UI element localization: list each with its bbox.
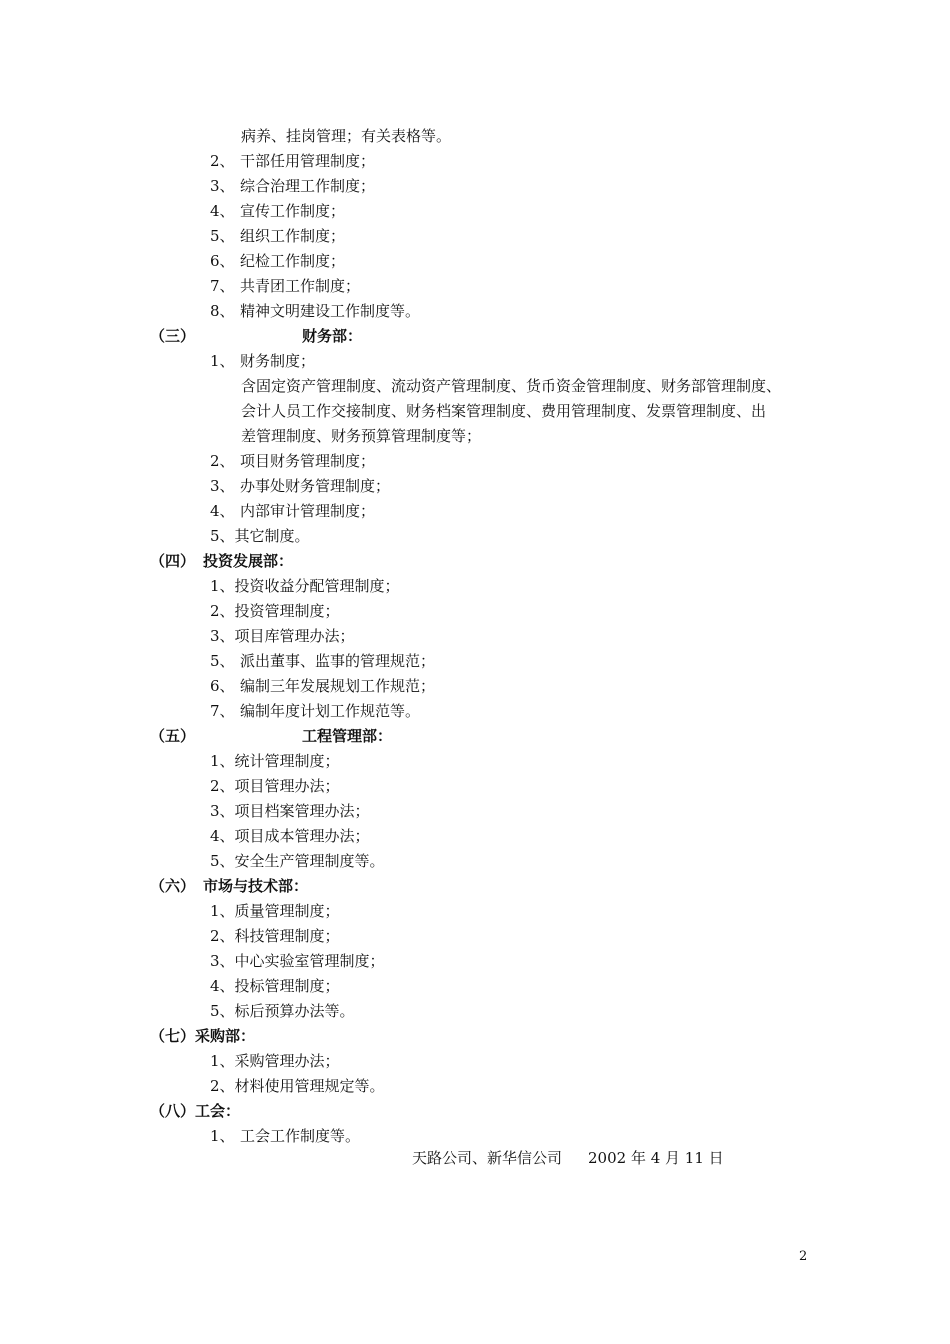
list-item: 5、其它制度。 — [210, 527, 310, 545]
list-item: 8、 精神文明建设工作制度等。 — [210, 302, 421, 320]
list-item: 2、 干部任用管理制度； — [210, 152, 376, 170]
list-item: 1、采购管理办法； — [210, 1052, 340, 1070]
section-heading-finance: （三） 财务部： — [150, 327, 363, 345]
list-item: 5、 派出董事、监事的管理规范； — [210, 652, 436, 670]
list-item: 1、质量管理制度； — [210, 902, 340, 920]
list-item: 4、 宣传工作制度； — [210, 202, 346, 220]
list-item: 3、 办事处财务管理制度； — [210, 477, 391, 495]
list-item: 2、材料使用管理规定等。 — [210, 1077, 385, 1095]
list-item: 6、 纪检工作制度； — [210, 252, 346, 270]
detail-line: 含固定资产管理制度、流动资产管理制度、货币资金管理制度、财务部管理制度、 — [241, 377, 782, 395]
list-item: 4、项目成本管理办法； — [210, 827, 370, 845]
list-item: 1、统计管理制度； — [210, 752, 340, 770]
list-item: 2、科技管理制度； — [210, 927, 340, 945]
list-item: 7、 编制年度计划工作规范等。 — [210, 702, 421, 720]
section-heading-union: （八）工会： — [150, 1102, 241, 1120]
section-heading-procurement: （七）采购部： — [150, 1027, 256, 1045]
signature-companies: 天路公司、新华信公司 — [412, 1149, 563, 1167]
list-item: 5、标后预算办法等。 — [210, 1002, 355, 1020]
list-item: 4、 内部审计管理制度； — [210, 502, 376, 520]
list-item: 2、投资管理制度； — [210, 602, 340, 620]
list-item: 1、 工会工作制度等。 — [210, 1127, 361, 1145]
list-item: 2、 项目财务管理制度； — [210, 452, 376, 470]
list-item: 3、中心实验室管理制度； — [210, 952, 385, 970]
list-item: 1、投资收益分配管理制度； — [210, 577, 400, 595]
list-item: 3、项目库管理办法； — [210, 627, 355, 645]
list-item: 6、 编制三年发展规划工作规范； — [210, 677, 436, 695]
list-item: 5、安全生产管理制度等。 — [210, 852, 385, 870]
detail-line: 差管理制度、财务预算管理制度等； — [241, 427, 482, 445]
page-number: 2 — [799, 1249, 808, 1264]
detail-line: 会计人员工作交接制度、财务档案管理制度、费用管理制度、发票管理制度、出 — [241, 402, 767, 420]
section-heading-market-tech: （六） 市场与技术部： — [150, 877, 309, 895]
continuation-line: 病养、挂岗管理；有关表格等。 — [241, 127, 452, 145]
list-item: 3、项目档案管理办法； — [210, 802, 370, 820]
section-heading-investment: （四） 投资发展部： — [150, 552, 294, 570]
list-item: 3、 综合治理工作制度； — [210, 177, 376, 195]
list-item: 4、投标管理制度； — [210, 977, 340, 995]
list-item: 1、 财务制度； — [210, 352, 316, 370]
list-item: 5、 组织工作制度； — [210, 227, 346, 245]
list-item: 7、 共青团工作制度； — [210, 277, 361, 295]
signature-line — [412, 1148, 724, 1168]
signature-date: 2002 年 4 月 11 日 — [588, 1149, 724, 1167]
section-heading-engineering: （五） 工程管理部： — [150, 727, 393, 745]
list-item: 2、项目管理办法； — [210, 777, 340, 795]
